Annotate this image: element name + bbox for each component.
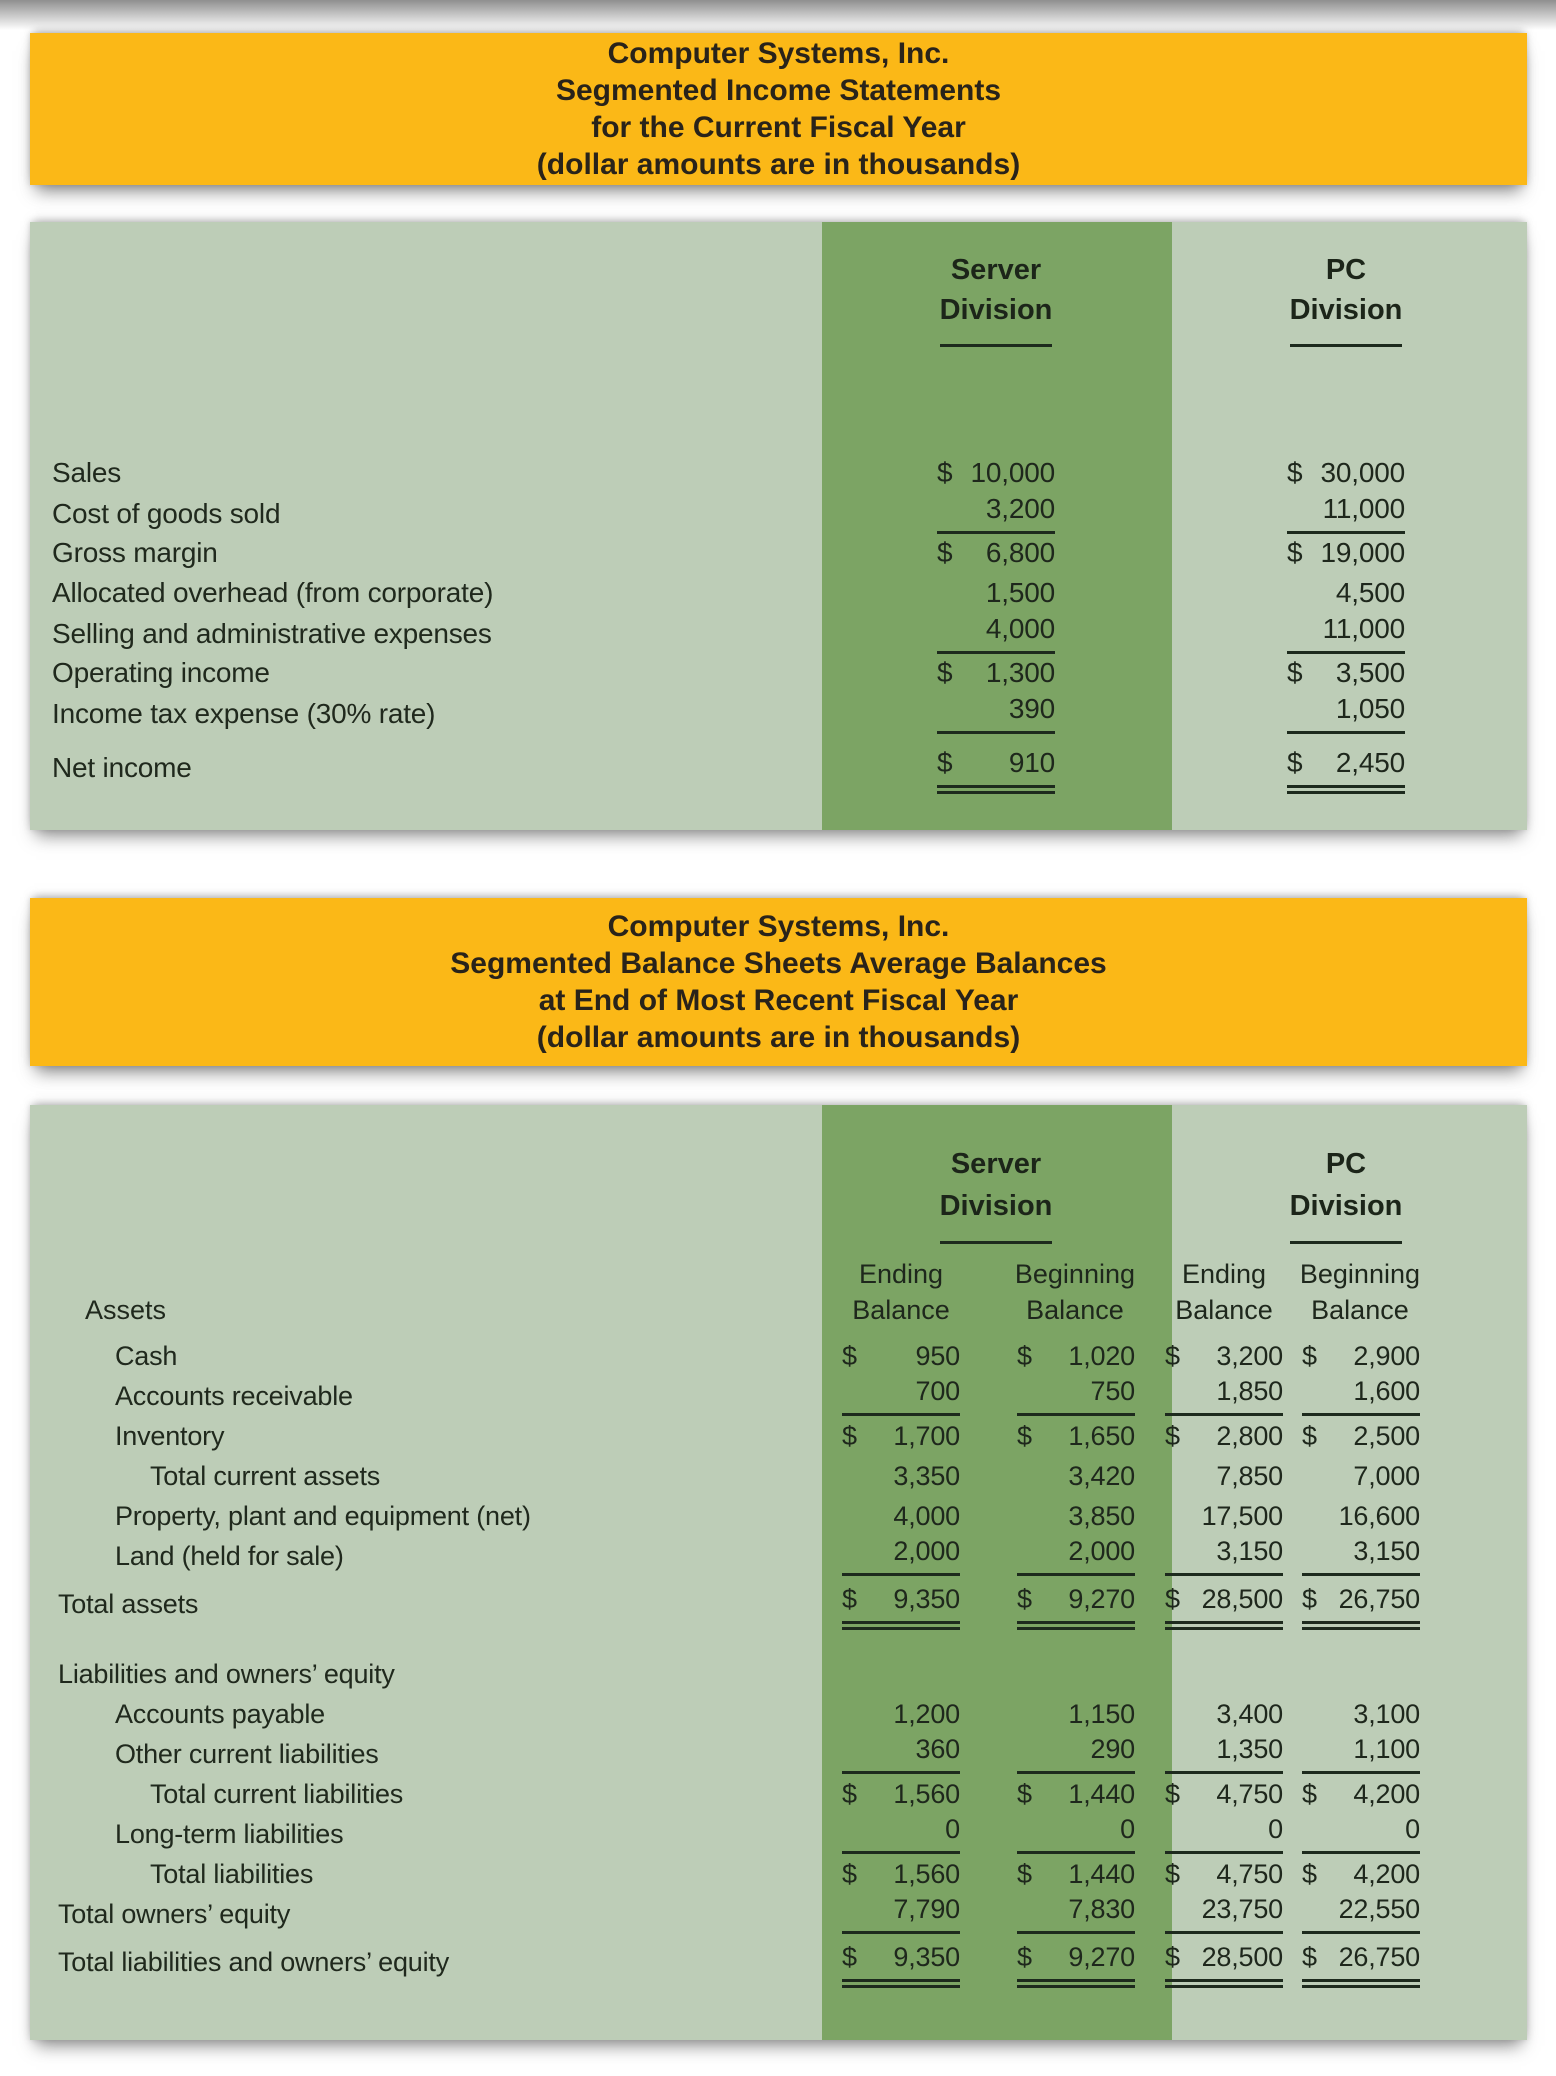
value: $ 4,200 <box>1302 1778 1420 1809</box>
value: 0 <box>1017 1814 1135 1854</box>
value: 4,500 <box>1335 577 1405 608</box>
value-cell <box>705 657 1055 689</box>
value: 23,750 <box>1165 1894 1283 1934</box>
value-cell <box>1283 1814 1420 1854</box>
value: 4,000 <box>937 613 1055 654</box>
column-header-server: Server Division <box>937 250 1055 347</box>
value: $ 26,750 <box>1302 1584 1420 1624</box>
row-label: Operating income <box>52 657 270 688</box>
balance-row <box>30 1774 1527 1814</box>
balance-sheet-table <box>30 1105 1527 2040</box>
value: 3,350 <box>893 1460 960 1491</box>
value: 0 <box>1302 1814 1420 1854</box>
value-cell <box>960 1376 1135 1416</box>
column-header-pc: PC Division <box>1287 1143 1405 1244</box>
row-label: Inventory <box>115 1420 225 1451</box>
balance-sheet-banner <box>30 898 1527 1066</box>
assets-section-label: Assets <box>85 1295 167 1325</box>
balance-row <box>30 1376 1527 1416</box>
value-cell <box>1055 693 1405 734</box>
value-cell <box>960 1894 1135 1934</box>
value: 1,100 <box>1302 1734 1420 1774</box>
value-cell <box>1055 613 1405 654</box>
value: $ 1,700 <box>842 1420 960 1451</box>
subheader-server-beginning: Beginning Balance <box>1014 1259 1135 1325</box>
value-cell <box>960 1461 1135 1492</box>
balance-row <box>30 1584 1527 1624</box>
value: $ 3,200 <box>1165 1340 1283 1371</box>
row-label: Total owners’ equity <box>58 1898 291 1929</box>
income-row <box>30 453 1527 493</box>
row-label: Cost of goods sold <box>52 497 281 529</box>
row-label: Land (held for sale) <box>115 1540 344 1571</box>
value-cell <box>960 1814 1135 1854</box>
balance-row <box>30 1734 1527 1774</box>
income-rows <box>30 453 1527 787</box>
row-label: Income tax expense (30% rate) <box>52 697 436 729</box>
value: 3,420 <box>1068 1460 1135 1491</box>
value: 3,100 <box>1353 1698 1420 1729</box>
value: 7,790 <box>842 1894 960 1934</box>
value: 750 <box>1017 1376 1135 1416</box>
value-cell <box>1135 1734 1283 1774</box>
balance-row <box>30 1336 1527 1376</box>
value: 2,000 <box>842 1536 960 1576</box>
value: 1,500 <box>985 577 1055 608</box>
header-underline <box>940 344 1052 347</box>
value-cell <box>1055 493 1405 534</box>
row-label: Liabilities and owners’ equity <box>58 1658 395 1689</box>
value-cell <box>1135 1341 1283 1372</box>
column-header-pc: PC Division <box>1287 250 1405 347</box>
value-cell <box>960 1501 1135 1532</box>
banner-line: for the Current Fiscal Year <box>591 111 966 144</box>
value: 7,000 <box>1353 1460 1420 1491</box>
balance-row <box>30 1496 1527 1536</box>
value: 0 <box>1165 1814 1283 1854</box>
income-row <box>30 573 1527 613</box>
value-cell <box>1283 1421 1420 1452</box>
banner-line: at End of Most Recent Fiscal Year <box>538 984 1019 1017</box>
value: $ 19,000 <box>1287 537 1405 568</box>
value: $ 4,750 <box>1165 1858 1283 1889</box>
value: 1,350 <box>1165 1734 1283 1774</box>
row-label: Long-term liabilities <box>115 1818 344 1849</box>
income-row <box>30 653 1527 693</box>
value: 2,000 <box>1017 1536 1135 1576</box>
value: $ 4,200 <box>1302 1858 1420 1889</box>
value-cell <box>1283 1461 1420 1492</box>
value: $ 9,270 <box>1017 1584 1135 1624</box>
value-cell <box>1135 1421 1283 1452</box>
banner-line: Computer Systems, Inc. <box>607 37 950 70</box>
row-label: Allocated overhead (from corporate) <box>52 577 494 608</box>
banner-line: Segmented Balance Sheets Average Balances <box>450 947 1107 980</box>
value: $ 1,440 <box>1017 1778 1135 1809</box>
row-label: Sales <box>52 457 122 488</box>
subheader-pc-ending: Ending Balance <box>1175 1259 1273 1325</box>
income-column-headers <box>30 222 1527 347</box>
value: 290 <box>1017 1734 1135 1774</box>
value-cell <box>1135 1814 1283 1854</box>
value: 11,000 <box>1287 493 1405 534</box>
value-cell <box>960 1859 1135 1890</box>
value-cell <box>705 457 1055 489</box>
banner-line: Computer Systems, Inc. <box>607 910 950 943</box>
value: 3,200 <box>937 493 1055 534</box>
balance-subheaders <box>30 1256 1527 1328</box>
income-row <box>30 533 1527 573</box>
value: $ 2,500 <box>1302 1420 1420 1451</box>
value-cell <box>830 1814 960 1854</box>
value-cell <box>705 613 1055 654</box>
value-cell <box>830 1536 960 1576</box>
value-cell <box>1135 1859 1283 1890</box>
value: 7,830 <box>1017 1894 1135 1934</box>
value: 1,200 <box>893 1698 960 1729</box>
income-row <box>30 747 1527 787</box>
balance-row <box>30 1942 1527 1982</box>
row-label: Total assets <box>58 1588 199 1619</box>
value-cell <box>1135 1942 1283 1982</box>
value-cell <box>1055 537 1405 569</box>
row-label: Cash <box>115 1340 178 1371</box>
value: $ 10,000 <box>937 457 1055 488</box>
balance-row <box>30 1894 1527 1934</box>
value: 3,850 <box>1068 1500 1135 1531</box>
value-cell <box>1283 1536 1420 1576</box>
value-cell <box>1135 1501 1283 1532</box>
banner-line: (dollar amounts are in thousands) <box>536 148 1021 181</box>
balance-row <box>30 1694 1527 1734</box>
value-cell <box>830 1699 960 1730</box>
value: 1,600 <box>1302 1376 1420 1416</box>
value: $ 2,900 <box>1302 1340 1420 1371</box>
value: $ 2,450 <box>1287 747 1405 788</box>
value-cell <box>1283 1859 1420 1890</box>
value-cell <box>830 1341 960 1372</box>
row-label: Accounts payable <box>115 1698 325 1729</box>
value-cell <box>705 693 1055 734</box>
value: $ 9,350 <box>842 1584 960 1624</box>
balance-row <box>30 1854 1527 1894</box>
income-row <box>30 493 1527 533</box>
value: $ 1,300 <box>937 657 1055 688</box>
subheader-pc-beginning: Beginning Balance <box>1299 1259 1420 1325</box>
value-cell <box>960 1341 1135 1372</box>
value: 390 <box>937 693 1055 734</box>
value: $ 6,800 <box>937 537 1055 568</box>
value: 7,850 <box>1216 1460 1283 1491</box>
row-label: Total liabilities and owners’ equity <box>58 1946 450 1977</box>
value-cell <box>1135 1536 1283 1576</box>
value-cell <box>1135 1461 1283 1492</box>
row-label: Total liabilities <box>150 1858 314 1889</box>
value: $ 9,350 <box>842 1942 960 1982</box>
value: 360 <box>842 1734 960 1774</box>
value: $ 30,000 <box>1287 457 1405 488</box>
row-label: Other current liabilities <box>115 1738 379 1769</box>
value-cell <box>1135 1376 1283 1416</box>
header-underline <box>1290 1241 1402 1244</box>
row-label: Gross margin <box>52 537 218 568</box>
header-underline <box>940 1241 1052 1244</box>
value-cell <box>960 1734 1135 1774</box>
value-cell <box>1283 1942 1420 1982</box>
value-cell <box>1283 1699 1420 1730</box>
subheader-server-ending: Ending Balance <box>852 1259 950 1325</box>
value-cell <box>960 1942 1135 1982</box>
value-cell <box>1283 1779 1420 1810</box>
value-cell <box>1283 1734 1420 1774</box>
value-cell <box>1055 747 1405 788</box>
banner-line: Segmented Income Statements <box>555 74 1002 107</box>
value-cell <box>830 1779 960 1810</box>
balance-row <box>30 1416 1527 1456</box>
value-cell <box>830 1894 960 1934</box>
row-label: Property, plant and equipment (net) <box>115 1500 531 1531</box>
value: 0 <box>842 1814 960 1854</box>
value: 3,400 <box>1216 1698 1283 1729</box>
row-label: Net income <box>52 751 192 783</box>
value: 1,150 <box>1068 1698 1135 1729</box>
value-cell <box>830 1859 960 1890</box>
value: $ 1,560 <box>842 1858 960 1889</box>
value: $ 28,500 <box>1165 1942 1283 1982</box>
value: $ 1,650 <box>1017 1420 1135 1451</box>
income-row <box>30 693 1527 733</box>
value-cell <box>1283 1894 1420 1934</box>
value: 1,850 <box>1165 1376 1283 1416</box>
value: $ 9,270 <box>1017 1942 1135 1982</box>
row-label: Total current assets <box>150 1460 381 1491</box>
value-cell <box>830 1734 960 1774</box>
row-label: Selling and administrative expenses <box>52 617 492 649</box>
banner-line: (dollar amounts are in thousands) <box>536 1021 1021 1054</box>
value-cell <box>1055 657 1405 689</box>
value-cell <box>830 1942 960 1982</box>
balance-row <box>30 1456 1527 1496</box>
value: $ 26,750 <box>1302 1942 1420 1982</box>
value-cell <box>705 493 1055 534</box>
value-cell <box>830 1584 960 1624</box>
value-cell <box>705 537 1055 569</box>
value: $ 2,800 <box>1165 1420 1283 1451</box>
value-cell <box>830 1461 960 1492</box>
value-cell <box>1283 1501 1420 1532</box>
value-cell <box>960 1779 1135 1810</box>
value-cell <box>1135 1894 1283 1934</box>
value-cell <box>1283 1584 1420 1624</box>
value: $ 1,440 <box>1017 1858 1135 1889</box>
value: $ 3,500 <box>1287 657 1405 688</box>
value: $ 910 <box>937 747 1055 788</box>
value: 11,000 <box>1287 613 1405 654</box>
value-cell <box>1283 1341 1420 1372</box>
value-cell <box>960 1584 1135 1624</box>
row-label: Total current liabilities <box>150 1778 404 1809</box>
income-statement-banner <box>30 33 1527 185</box>
value-cell <box>960 1699 1135 1730</box>
value-cell <box>960 1536 1135 1576</box>
value-cell <box>960 1421 1135 1452</box>
value: 3,150 <box>1165 1536 1283 1576</box>
value-cell <box>1135 1584 1283 1624</box>
value-cell <box>1283 1376 1420 1416</box>
value: 22,550 <box>1302 1894 1420 1934</box>
value: $ 1,020 <box>1017 1340 1135 1371</box>
header-underline <box>1290 344 1402 347</box>
value-cell <box>1055 577 1405 609</box>
value-cell <box>1055 457 1405 489</box>
balance-row <box>30 1814 1527 1854</box>
value: $ 28,500 <box>1165 1584 1283 1624</box>
income-statement-table <box>30 222 1527 830</box>
value-cell <box>705 747 1055 788</box>
balance-column-headers <box>30 1105 1527 1244</box>
value-cell <box>830 1501 960 1532</box>
value-cell <box>830 1421 960 1452</box>
value: 17,500 <box>1201 1500 1283 1531</box>
value: $ 1,560 <box>842 1778 960 1809</box>
value: 16,600 <box>1338 1500 1420 1531</box>
row-label: Accounts receivable <box>115 1380 353 1411</box>
value-cell <box>830 1376 960 1416</box>
income-row <box>30 613 1527 653</box>
value: 700 <box>842 1376 960 1416</box>
column-header-server: Server Division <box>937 1143 1055 1244</box>
balance-row <box>30 1536 1527 1576</box>
value-cell <box>1135 1699 1283 1730</box>
top-shadow <box>0 0 1556 30</box>
value: 3,150 <box>1302 1536 1420 1576</box>
balance-rows <box>30 1336 1527 1982</box>
value: $ 4,750 <box>1165 1778 1283 1809</box>
value: $ 950 <box>842 1340 960 1371</box>
value: 4,000 <box>893 1500 960 1531</box>
value: 1,050 <box>1287 693 1405 734</box>
value-cell <box>705 577 1055 609</box>
value-cell <box>1135 1779 1283 1810</box>
balance-row <box>30 1654 1527 1694</box>
